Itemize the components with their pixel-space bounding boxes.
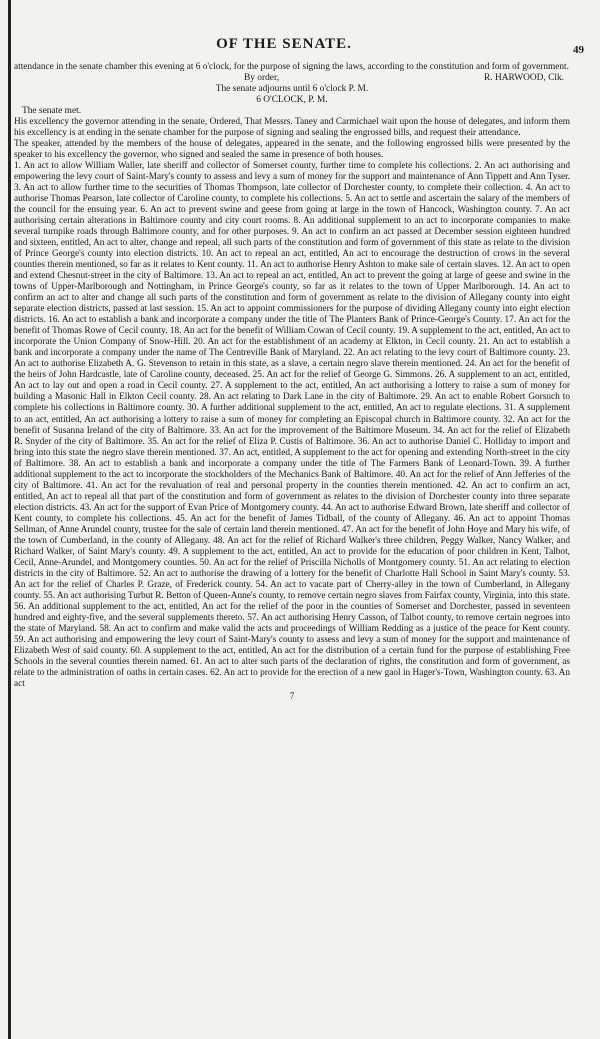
binding-rule (8, 0, 11, 1039)
signature-mark: 7 (289, 690, 295, 701)
clerk-signature: R. HARWOOD, Clk. (484, 73, 564, 84)
proceedings-paragraph-1: His excellency the governor attending in the senate, Ordered, That Messrs. Taney and Carmichael wait upon the house of delegates, and inform them his excellency is at ending in the senate chamber for the purpose of signing and sealing the engrossed bills, and request their attendance. (14, 117, 570, 139)
opening-line: attendance in the senate chamber this evening at 6 o'clock, for the purpose of signing the laws, according to the constitution and form of government. (14, 62, 569, 72)
proceedings-paragraph-2: The speaker, attended by the members of the house of delegates, appeared in the senate, and the following engrossed bills were presented by the speaker to his excellency the governor, who signed and sealed the same in presence of both houses. (14, 139, 570, 161)
by-order: By order, (244, 73, 280, 84)
page-number: 49 (573, 44, 584, 56)
adjourn-notice: The senate adjourns until 6 o'clock P. M. (215, 84, 369, 95)
page-title: OF THE SENATE. (216, 36, 352, 52)
senate-met: The senate met. (22, 106, 82, 117)
document-body (14, 62, 570, 702)
page-header (14, 36, 594, 60)
time-heading: 6 O'CLOCK, P. M. (256, 95, 328, 106)
acts-list: 1. An act to allow William Waller, late sheriff and collector of Somerset county, further time to complete his collections. 2. An act authorising and empowering the levy court of Saint-Mary's county to assess and levy a sum of money for the support and maintenance of Ann Tippett and Ann Tyser. 3. An act to allow further time to the securities of Thomas Thompson, late collector of Dorchester county, to complete their collection. 4. An act to authorise Thomas Pearson, late collector of Caroline county, to complete his collections. 5. An act to settle and ascertain the salary of the members of the council for the ensuing year. 6. An act to prevent swine and geese from going at large in the town of Hancock, Washington county. 7. An act authorising certain alterations in Baltimore county and city court rooms. 8. An additional supplement to an act to incorporate companies to make several turnpike roads through Baltimore county, and for other purposes. 9. An act to confirm an act passed at December session eighteen hundred and sixteen, entitled, An act to alter, change and repeal, all such parts of the constitution and form of government of this state as relate to the division of Prince George's county into election districts. 10. An act to repeal an act, entitled, An act to encourage the destruction of crows in the several counties therein mentioned, so far as it relates to Kent county. 11. An act to authorise Henry Ashton to make sale of certain slaves. 12. An act to open and extend Chesnut-street in the city of Baltimore. 13. An act to repeal an act, entitled, An act to prevent the going at large of geese and swine in the towns of Upper-Marlborough and Nottingham, in Prince George's county, so far as it relates to the town of Upper Marlborough. 14. An act to confirm an act to alter and change all such parts of the constitution and form of government as relate to the division of Allegany county into eight separate election districts, passed at last session. 15. An act to appoint commissioners for the purpose of dividing Allegany county into eight election districts. 16. An act to establish a bank and incorporate a company under the title of The Planters Bank of Prince-George's County. 17. An act for the benefit of Thomas Rowe of Cecil county. 18. An act for the benefit of William Cowan of Cecil county. 19. A supplement to the act, entitled, An act to incorporate the Union Company of Snow-Hill. 20. An act for the establishment of an academy at Elkton, in Cecil county. 21. An act to establish a bank and incorporate a company under the name of The Centreville Bank of Maryland. 22. An act relating to the levy court of Baltimore county. 23. An act to authorise Elizabeth A. G. Stevenson to retain in this state, as a slave, a certain negro slave therein mentioned. 24. An act for the benefit of the heirs of John Hardcastle, late of Caroline county, deceased. 25. An act for the relief of George G. Simmons. 26. A supplement to an act, entitled, An act to lay out and open a road in Cecil county. 27. A supplement to the act, entitled, An act authorising a lottery to raise a sum of money for building a Masonic Hall in Elkton Cecil county. 28. An act relating to Dark Lane in the city of Baltimore. 29. An act to enable Robert Gorsuch to complete his collections in Baltimore county. 30. A further additional supplement to the act, entitled, An act to regulate elections. 31. A supplement to an act, entitled, An act authorising a lottery to raise a sum of money for completing an Episcopal church in Baltimore county. 32. An act for the benefit of Susanna Ireland of the city of Baltimore. 33. An act for the improvement of the Baltimore Museum. 34. An act for the relief of Elizabeth R. Snyder of the city of Baltimore. 35. An act for the relief of Eliza P. Custis of Baltimore. 36. An act to authorise Daniel C. Holliday to import and bring into this state the negro slave therein mentioned. 37. An act, entitled, A supplement to the act for opening and extending North-street in the city of Baltimore. 38. An act to establish a bank and incorporate a company under the title of The Farmers Bank of Leonard-Town. 39. A further additional supplement to the act to incorporate the stockholders of the Mechanics Bank of Baltimore. 40. An act for the relief of Ann Jefferies of the city of Baltimore. 41. An act for the revaluation of real and personal property in the counties therein mentioned. 42. An act to confirm an act, entitled, An act to repeal all that part of the constitution and form of government as relates to the division of Dorchester county into three separate election districts. 43. An act for the support of Evan Price of Montgomery county. 44. An act to authorise Edward Brown, late sheriff and collector of Kent county, to complete his collections. 45. An act for the benefit of James Tidball, of the county of Allegany. 46. An act to appoint Thomas Sellman, of Anne Arundel county, trustee for the sale of certain land therein mentioned. 47. An act for the benefit of John Hoye and Mary his wife, of the town of Cumberland, in the county of Allegany. 48. An act for the relief of Richard Walker's three children, Peggy Walker, Nancy Walker, and Richard Walker, of Saint Mary's county. 49. A supplement to the act, entitled, An act to provide for the education of poor children in Kent, Talbot, Cecil, Anne-Arundel, and Montgomery counties. 50. An act for the relief of Priscilla Nicholls of Montgomery county. 51. An act relating to election districts in the city of Baltimore. 52. An act to authorise the drawing of a lottery for the benefit of Charlotte Hall School in Saint Mary's county. 53. An act for the relief of Charles P. Graze, of Frederick county. 54. An act to vacate part of Cherry-alley in the town of Cumberland, in Allegany county. 55. An act authorising Turbut R. Betton of Queen-Anne's county, to remove certain negro slaves from Fairfax county, Virginia, into this state. 56. An additional supplement to the act, entitled, An act for the relief of the poor in the counties of Somerset and Dorchester, passed in seventeen hundred and eighty-five, and the several supplements thereto. 57. An act authorising Henry Casson, of Talbot county, to remove certain negroes into the state of Maryland. 58. An act to confirm and make valid the acts and proceedings of William Redding as a justice of the peace for Kent county. 59. An act authorising and empowering the levy court of Saint-Mary's county to assess and levy a sum of money for the support and maintenance of Elizabeth West of said county. 60. A supplement to the act, entitled, An act for the distribution of a certain fund for the purpose of establishing Free Schools in the several counties therein named. 61. An act to alter such parts of the declaration of rights, the constitution and form of government, as relate to the administration of oaths in certain cases. 62. An act to provide for the erection of a new gaol in Hager's-Town, Washington county. 63. An act (14, 161, 570, 689)
signature-row (14, 73, 570, 84)
